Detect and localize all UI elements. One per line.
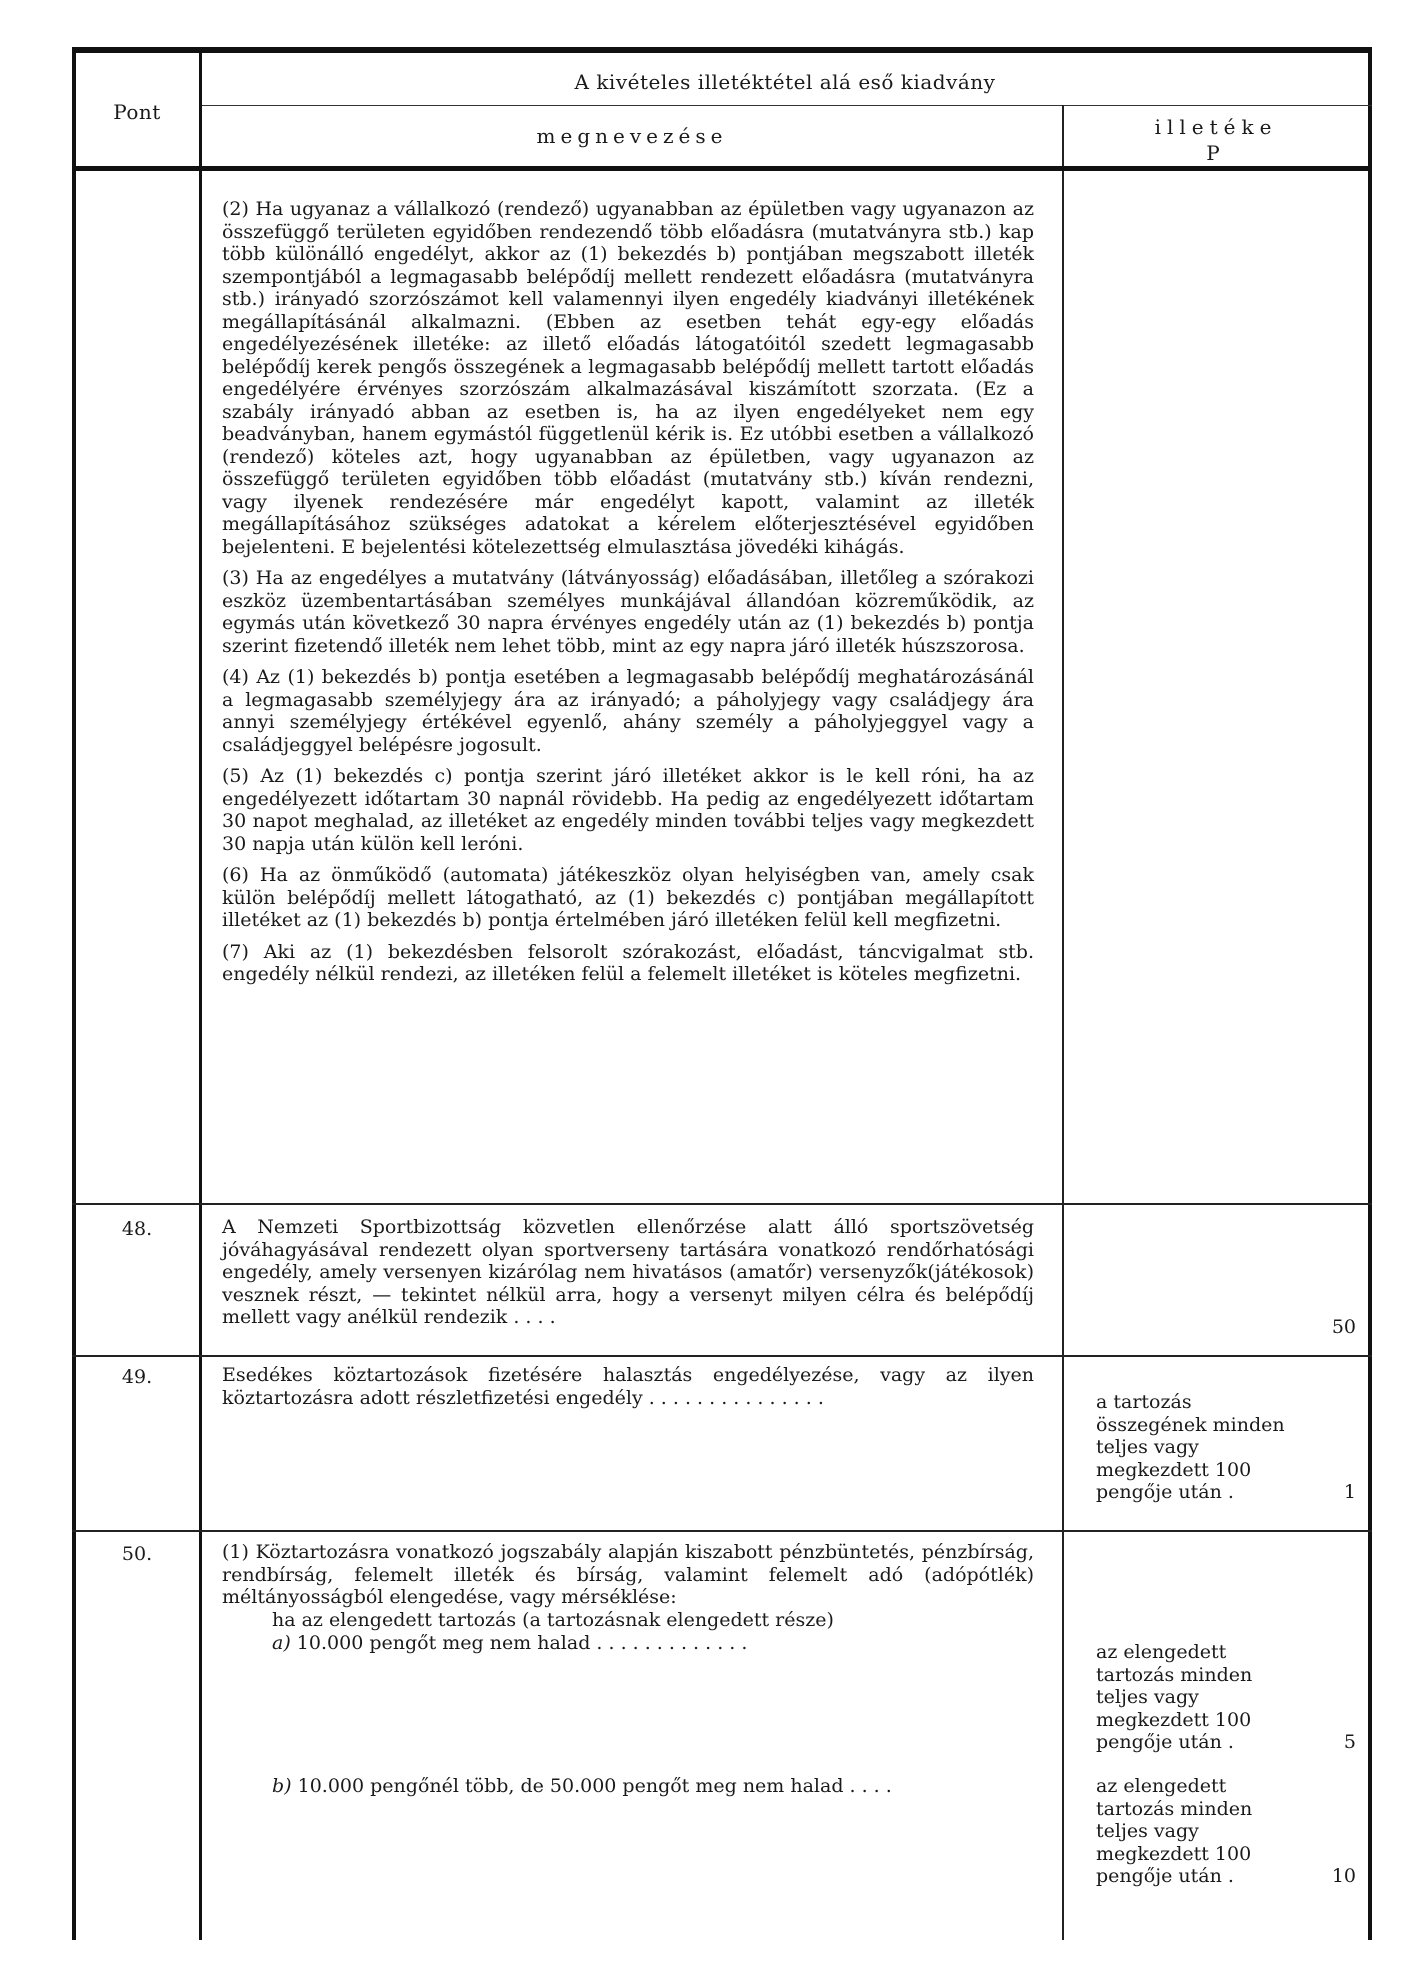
row-divider-50 — [72, 1530, 1372, 1532]
table-left-border — [72, 47, 76, 1940]
paragraph-2: (2) Ha ugyanaz a vállalkozó (rendező) ugyanabban az épületben vagy ugyanazon az összefüggő területen egyidőben rendezendő több előadásra (mutatványra stb.) kap több különálló engedélyt, akkor az (1) bekezdés b) pontjában megszabott illeték szempontjából a legmagasabb belépődíj mellett rendezett előadásra (mutatványra stb.) irányadó szorzószámot kell valamennyi ilyen engedély kiadványi illetékének megállapításánál alkalmazni. (Ebben az esetben tehát egy-egy előadás engedélyezésének illetéke: az illető előadás látogatóitól szedett legmagasabb belépődíj kerek pengős összegének a legmagasabb belépődíj mellett tartott előadás engedélyére érvényes szorzószám alkalmazásával kiszámított szorzata. (Ez a szabály irányadó abban az esetben is, ha az ilyen engedélyeket nem egy beadványban, hanem egymástól függetlenül kérik is. Ez utóbbi esetben a vállalkozó (rendező) köteles azt, hogy ugyanabban az épületben, vagy ugyanazon az összefüggő területen egyidőben több előadást (mutatvány stb.) kíván rendezni, vagy ilyenek rendezésére már engedélyt kapott, valamint az illeték megállapításához szükséges adatokat a kérelem előterjesztésével egyidőben bejelenteni. E bejelentési kötelezettség elmulasztása jövedéki kihágás. — [222, 198, 1034, 558]
entry-49-side-note: a tartozás összegének minden teljes vagy megkezdett 100 pengője után . — [1096, 1391, 1285, 1503]
entry-48-amount: 50 — [1331, 1316, 1356, 1338]
header-megnevezese: megnevezése — [536, 124, 728, 148]
header-illeteke — [1064, 114, 1368, 166]
paragraph-6: (6) Ha az önműködő (automata) játékeszköz olyan helyiségben van, amely csak külön belépődíj mellett látogatható, az (1) bekezdés c) pontjában megállapított illetéket az (1) bekezdés b) pontja értelmében járó illetéken felül kell megfizetni. — [222, 864, 1034, 931]
entry-50-b-amount: 10 — [1331, 1865, 1356, 1887]
entry-50-number: 50. — [121, 1543, 153, 1565]
entry-50-condition: ha az elengedett tartozás (a tartozásnak elengedett része) — [272, 1609, 834, 1631]
entry-49-text: Esedékes köztartozások fizetésére halasztás engedélyezése, vagy az ilyen köztartozásra adott részletfizetési engedély . . . . . . . . . . . . . . . — [222, 1364, 1034, 1409]
column-divider-pont — [199, 53, 202, 1940]
entry-50-b-side-note: az elengedett tartozás minden teljes vagy megkezdett 100 pengője után . — [1096, 1775, 1253, 1887]
entry-50-a-side-note: az elengedett tartozás minden teljes vagy megkezdett 100 pengője után . — [1096, 1641, 1253, 1753]
paragraph-4: (4) Az (1) bekezdés b) pontja esetében a legmagasabb belépődíj meghatározásánál a legmagasabb személyjegy ára az irányadó; a páholyjegy vagy családjegy ára annyi személyjegy értékével egyenlő, ahány személy a páholyjeggyel vagy a családjeggyel belépésre jogosult. — [222, 666, 1034, 756]
entry-49-number: 49. — [121, 1366, 153, 1388]
entry-50-intro: (1) Köztartozásra vonatkozó jogszabály alapján kiszabott pénzbüntetés, pénzbírság, rendbírság, felemelt illeték és bírság, valamint felemelt adó (adópótlék) méltányosságból elengedése, vagy mérséklése: — [222, 1541, 1034, 1608]
entry-50-item-a — [222, 1632, 1034, 1655]
entry-48-text: A Nemzeti Sportbizottság közvetlen ellenőrzése alatt álló sportszövetség jóváhagyásával rendezett olyan sportverseny tartására vonatkozó rendőrhatósági engedély, amely versenyen kizárólag nem hivatásos (amatőr) versenyzők(játékosok) vesznek részt, — tekintet nélkül arra, hogy a versenyt milyen célra és belépődíj mellett vagy anélkül rendezik . . . . — [222, 1216, 1034, 1328]
header-illeteke-unit: P — [1206, 141, 1226, 165]
paragraph-7: (7) Aki az (1) bekezdésben felsorolt szórakozást, előadást, táncvigalmat stb. engedély nélkül rendezi, az illetéken felül a felemelt illetéket is köteles megfizetni. — [222, 940, 1034, 985]
item-a-text: 10.000 pengőt meg nem halad . . . . . . . . . . . . . — [296, 1632, 748, 1654]
row-divider-49 — [72, 1355, 1372, 1357]
row-divider-48 — [72, 1203, 1372, 1205]
entry-50-a-amount: 5 — [1343, 1731, 1356, 1753]
item-b-text: 10.000 pengőnél több, de 50.000 pengőt meg nem halad . . . . — [297, 1775, 892, 1797]
paragraph-5: (5) Az (1) bekezdés c) pontja szerint járó illetéket akkor is le kell róni, ha az engedélyezett időtartam 30 napnál rövidebb. Ha pedig az engedélyezett időtartam 30 napot meghalad, az illetéket az engedély minden további teljes vagy megkezdett 30 napja után külön kell leróni. — [222, 765, 1034, 855]
item-a-label: a) — [272, 1632, 291, 1654]
header-illeteke-label: illetéke — [1154, 115, 1278, 139]
table-top-border — [72, 47, 1372, 53]
header-inner-rule — [202, 105, 1372, 106]
entry-48-number: 48. — [121, 1218, 153, 1240]
item-b-label: b) — [272, 1775, 292, 1797]
header-title: A kivételes illetéktétel alá eső kiadvány — [574, 70, 996, 94]
entry-49-amount: 1 — [1343, 1481, 1356, 1503]
paragraph-3: (3) Ha az engedélyes a mutatvány (látványosság) előadásában, illetőleg a szórakozi eszköz üzembentartásában személyes munkájával állandóan közreműködik, az egymás után következő 30 napra érvényes engedély után az (1) bekezdés b) pontja szerint fizetendő illeték nem lehet több, mint az egy napra járó illeték húszszorosa. — [222, 567, 1034, 657]
header-pont: Pont — [113, 100, 161, 124]
column-divider-illeteke — [1062, 105, 1064, 1940]
table-right-border — [1368, 47, 1372, 1940]
header-bottom-rule — [72, 166, 1372, 171]
entry-47-continuation — [222, 198, 1034, 995]
entry-50-item-b — [222, 1775, 1034, 1798]
